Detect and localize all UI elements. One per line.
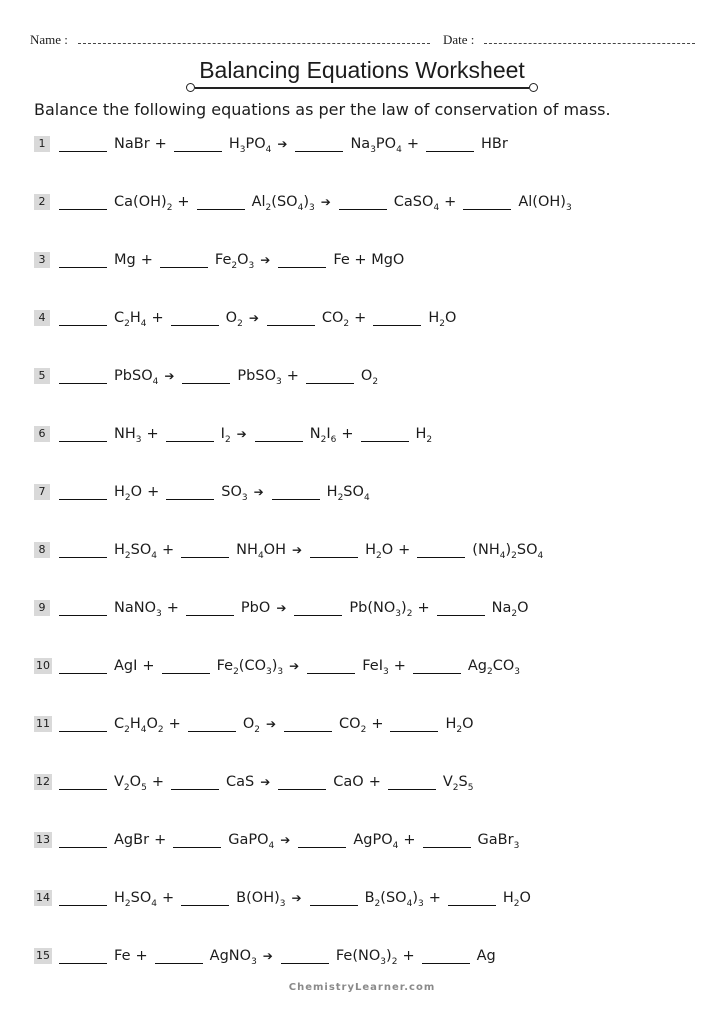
chemical-formula: $Ag_2CO_3$ [467, 658, 521, 677]
equation-row [0, 946, 724, 1004]
coefficient-blank[interactable] [361, 424, 409, 442]
reaction-arrow-icon: ➔ [289, 659, 300, 673]
equation-list [0, 134, 724, 1004]
plus-sign: + [166, 600, 179, 616]
coefficient-blank[interactable] [423, 830, 471, 848]
coefficient-blank[interactable] [417, 540, 465, 558]
title-wrap [0, 56, 724, 89]
plus-sign: + [162, 542, 175, 558]
equation-terms [59, 888, 531, 908]
chemical-formula: CaS [225, 774, 255, 790]
plus-sign: + [444, 194, 457, 210]
chemical-formula: $C_2H_4O_2$ [114, 716, 164, 735]
coefficient-blank[interactable] [59, 366, 107, 384]
coefficient-blank[interactable] [388, 772, 436, 790]
coefficient-blank[interactable] [59, 424, 107, 442]
coefficient-blank[interactable] [307, 656, 355, 674]
coefficient-blank[interactable] [295, 134, 343, 152]
coefficient-blank[interactable] [59, 134, 107, 152]
coefficient-blank[interactable] [339, 192, 387, 210]
reaction-arrow-icon: ➔ [164, 369, 175, 383]
equation-row [0, 540, 724, 598]
coefficient-blank[interactable] [310, 888, 358, 906]
question-number: 11 [36, 717, 50, 730]
coefficient-blank[interactable] [181, 540, 229, 558]
plus-sign: + [341, 426, 354, 442]
chemical-formula: $Al_2(SO_4)_3$ [251, 194, 315, 213]
chemical-formula: $I_2$ [220, 426, 231, 445]
plus-sign: + [354, 310, 367, 326]
coefficient-blank[interactable] [59, 714, 107, 732]
coefficient-blank[interactable] [171, 308, 219, 326]
equation-row [0, 424, 724, 482]
chemical-formula: FeI$_3$ [362, 658, 389, 677]
equation-terms [59, 598, 529, 618]
equation-row [0, 308, 724, 366]
chemical-formula: $SO_3$ [221, 484, 248, 503]
equation-row [0, 134, 724, 192]
reaction-arrow-icon: ➔ [292, 543, 303, 557]
equation-terms [59, 424, 432, 444]
chemical-formula: NaNO$_3$ [114, 600, 162, 619]
question-number: 3 [34, 252, 50, 268]
reaction-arrow-icon: ➔ [236, 427, 247, 441]
instructions: Balance the following equations as per the law of conservation of mass. [34, 100, 611, 119]
chemical-formula: $C_2H_4$ [114, 310, 147, 329]
coefficient-blank[interactable] [413, 656, 461, 674]
chemical-formula: Fe + MgO [333, 252, 405, 268]
coefficient-blank[interactable] [59, 482, 107, 500]
coefficient-blank[interactable] [171, 772, 219, 790]
equation-terms [59, 656, 520, 676]
name-line[interactable] [78, 42, 430, 44]
chemical-formula: $Al(OH)_3$ [518, 194, 572, 213]
chemical-formula: PbSO$_4$ [114, 368, 159, 387]
equation-terms [59, 192, 572, 212]
coefficient-blank[interactable] [390, 714, 438, 732]
coefficient-blank[interactable] [162, 656, 210, 674]
name-field[interactable] [30, 28, 430, 48]
plus-sign: + [417, 600, 430, 616]
equation-terms [59, 134, 508, 154]
reaction-arrow-icon: ➔ [276, 601, 287, 615]
chemical-formula: $CO_2$ [321, 310, 350, 329]
coefficient-blank[interactable] [160, 250, 208, 268]
chemical-formula: $Na_2O$ [491, 600, 529, 619]
chemical-formula: $B_2(SO_4)_3$ [364, 890, 424, 909]
equation-row [0, 714, 724, 772]
equation-terms [59, 366, 378, 386]
question-number: 9 [34, 600, 50, 616]
coefficient-blank[interactable] [155, 946, 203, 964]
chemical-formula: $Fe_2O_3$ [214, 252, 255, 271]
date-line[interactable] [484, 42, 695, 44]
coefficient-blank[interactable] [426, 134, 474, 152]
plus-sign: + [402, 948, 415, 964]
coefficient-blank[interactable] [188, 714, 236, 732]
chemical-formula: $Ca(OH)_2$ [114, 194, 173, 213]
chemical-formula: GaPO$_4$ [228, 832, 275, 851]
plus-sign: + [154, 832, 167, 848]
equation-row [0, 656, 724, 714]
chemical-formula: $O_2$ [360, 368, 379, 387]
coefficient-blank[interactable] [186, 598, 234, 616]
chemical-formula: $Na_3PO_4$ [350, 136, 402, 155]
chemical-formula: $H_2O$ [428, 310, 457, 329]
question-number: 4 [34, 310, 50, 326]
chemical-formula: $NH_4OH$ [236, 542, 286, 561]
question-number: 8 [34, 542, 50, 558]
coefficient-blank[interactable] [272, 482, 320, 500]
question-number: 1 [34, 136, 50, 152]
reaction-arrow-icon: ➔ [265, 717, 277, 731]
date-label: Date : [443, 32, 475, 47]
reaction-arrow-icon: ➔ [248, 311, 259, 325]
chemical-formula: CaSO$_4$ [393, 194, 440, 213]
plus-sign: + [393, 658, 406, 674]
chemical-formula: $V_2S_5$ [442, 774, 474, 793]
coefficient-blank[interactable] [181, 888, 229, 906]
chemical-formula: $CO_2$ [339, 716, 367, 735]
coefficient-blank[interactable] [298, 830, 346, 848]
coefficient-blank[interactable] [59, 772, 107, 790]
plus-sign: + [162, 890, 175, 906]
coefficient-blank[interactable] [197, 192, 245, 210]
plus-sign: + [140, 252, 153, 268]
equation-row [0, 888, 724, 946]
question-number: 13 [36, 833, 50, 846]
equation-row [0, 772, 724, 830]
coefficient-blank[interactable] [437, 598, 485, 616]
reaction-arrow-icon: ➔ [291, 891, 302, 905]
coefficient-blank[interactable] [59, 656, 107, 674]
question-number: 5 [34, 368, 50, 384]
coefficient-blank[interactable] [463, 192, 511, 210]
plus-sign: + [286, 368, 299, 384]
chemical-formula: CaO [333, 774, 364, 790]
coefficient-blank[interactable] [173, 830, 221, 848]
chemical-formula: $(NH_4)_2SO_4$ [472, 542, 544, 561]
equation-terms [59, 250, 404, 270]
chemical-formula: NaBr [114, 136, 150, 152]
chemical-formula: $H_2O$ [502, 890, 531, 909]
coefficient-blank[interactable] [59, 540, 107, 558]
question-number: 15 [36, 949, 50, 962]
plus-sign: + [398, 542, 411, 558]
chemical-formula: Fe [114, 948, 131, 964]
reaction-arrow-icon: ➔ [277, 137, 288, 151]
coefficient-blank[interactable] [59, 598, 107, 616]
equation-row [0, 598, 724, 656]
reaction-arrow-icon: ➔ [260, 775, 271, 789]
chemical-formula: $O_2$ [225, 310, 243, 329]
chemical-formula: $O_2$ [242, 716, 260, 735]
coefficient-blank[interactable] [59, 192, 107, 210]
plus-sign: + [168, 716, 181, 732]
coefficient-blank[interactable] [278, 772, 326, 790]
equation-row [0, 366, 724, 424]
coefficient-blank[interactable] [166, 424, 214, 442]
plus-sign: + [177, 194, 190, 210]
plus-sign: + [371, 716, 384, 732]
chemical-formula: $N_2I_6$ [309, 426, 337, 445]
question-number: 6 [34, 426, 50, 442]
page-title: Balancing Equations Worksheet [195, 56, 529, 89]
plus-sign: + [428, 890, 441, 906]
coefficient-blank[interactable] [166, 482, 214, 500]
coefficient-blank[interactable] [281, 946, 329, 964]
equation-terms [59, 946, 496, 966]
plus-sign: + [147, 484, 160, 500]
chemical-formula: Mg [114, 252, 136, 268]
coefficient-blank[interactable] [59, 888, 107, 906]
coefficient-blank[interactable] [284, 714, 332, 732]
chemical-formula: GaBr$_3$ [477, 832, 520, 851]
chemical-formula: $H_3PO_4$ [228, 136, 272, 155]
coefficient-blank[interactable] [267, 308, 315, 326]
chemical-formula: $H_2SO_4$ [114, 890, 158, 909]
reaction-arrow-icon: ➔ [280, 833, 291, 847]
equation-terms [59, 540, 543, 560]
chemical-formula: AgNO$_3$ [209, 948, 257, 967]
coefficient-blank[interactable] [294, 598, 342, 616]
plus-sign: + [142, 658, 155, 674]
plus-sign: + [368, 774, 381, 790]
question-number: 14 [36, 891, 50, 904]
equation-terms [59, 830, 519, 850]
chemical-formula: $H_2SO_4$ [326, 484, 370, 503]
question-number: 10 [36, 659, 50, 672]
chemical-formula: PbO [240, 600, 271, 616]
chemical-formula: $NH_3$ [114, 426, 142, 445]
reaction-arrow-icon: ➔ [253, 485, 264, 499]
question-number: 12 [36, 775, 50, 788]
equation-terms [59, 308, 456, 328]
plus-sign: + [151, 310, 164, 326]
coefficient-blank[interactable] [59, 830, 107, 848]
chemical-formula: Ag [476, 948, 496, 964]
name-label: Name : [30, 32, 68, 47]
plus-sign: + [154, 136, 167, 152]
reaction-arrow-icon: ➔ [320, 195, 331, 209]
equation-terms [59, 482, 370, 502]
coefficient-blank[interactable] [278, 250, 326, 268]
coefficient-blank[interactable] [182, 366, 230, 384]
coefficient-blank[interactable] [174, 134, 222, 152]
plus-sign: + [403, 832, 416, 848]
plus-sign: + [135, 948, 148, 964]
coefficient-blank[interactable] [306, 366, 354, 384]
date-field[interactable] [443, 28, 695, 48]
coefficient-blank[interactable] [59, 250, 107, 268]
plus-sign: + [146, 426, 159, 442]
chemical-formula: $H_2O$ [445, 716, 474, 735]
equation-terms [59, 772, 473, 792]
question-number: 2 [34, 194, 50, 210]
equation-row [0, 192, 724, 250]
chemical-formula: PbSO$_3$ [237, 368, 282, 387]
reaction-arrow-icon: ➔ [260, 253, 271, 267]
chemical-formula: $V_2O_5$ [114, 774, 147, 793]
reaction-arrow-icon: ➔ [262, 949, 273, 963]
plus-sign: + [151, 774, 164, 790]
equation-row [0, 830, 724, 888]
chemical-formula: $B(OH)_3$ [236, 890, 286, 909]
coefficient-blank[interactable] [422, 946, 470, 964]
coefficient-blank[interactable] [59, 308, 107, 326]
equation-row [0, 250, 724, 308]
chemical-formula: $Fe(NO_3)_2$ [335, 948, 398, 967]
equation-terms [59, 714, 474, 734]
equation-row [0, 482, 724, 540]
footer-watermark: ChemistryLearner.com [288, 982, 436, 993]
chemical-formula: AgPO$_4$ [353, 832, 399, 851]
chemical-formula: AgBr [114, 832, 150, 848]
chemical-formula: $Fe_2(CO_3)_3$ [216, 658, 284, 677]
coefficient-blank[interactable] [448, 888, 496, 906]
coefficient-blank[interactable] [255, 424, 303, 442]
chemical-formula: $H_2O$ [365, 542, 394, 561]
chemical-formula: $H_2$ [415, 426, 433, 445]
chemical-formula: HBr [480, 136, 508, 152]
chemical-formula: $H_2SO_4$ [114, 542, 158, 561]
coefficient-blank[interactable] [310, 540, 358, 558]
coefficient-blank[interactable] [59, 946, 107, 964]
chemical-formula: $Pb(NO_3)_2$ [349, 600, 413, 619]
chemical-formula: $H_2O$ [114, 484, 143, 503]
chemical-formula: AgI [114, 658, 138, 674]
question-number: 7 [34, 484, 50, 500]
plus-sign: + [406, 136, 419, 152]
coefficient-blank[interactable] [373, 308, 421, 326]
